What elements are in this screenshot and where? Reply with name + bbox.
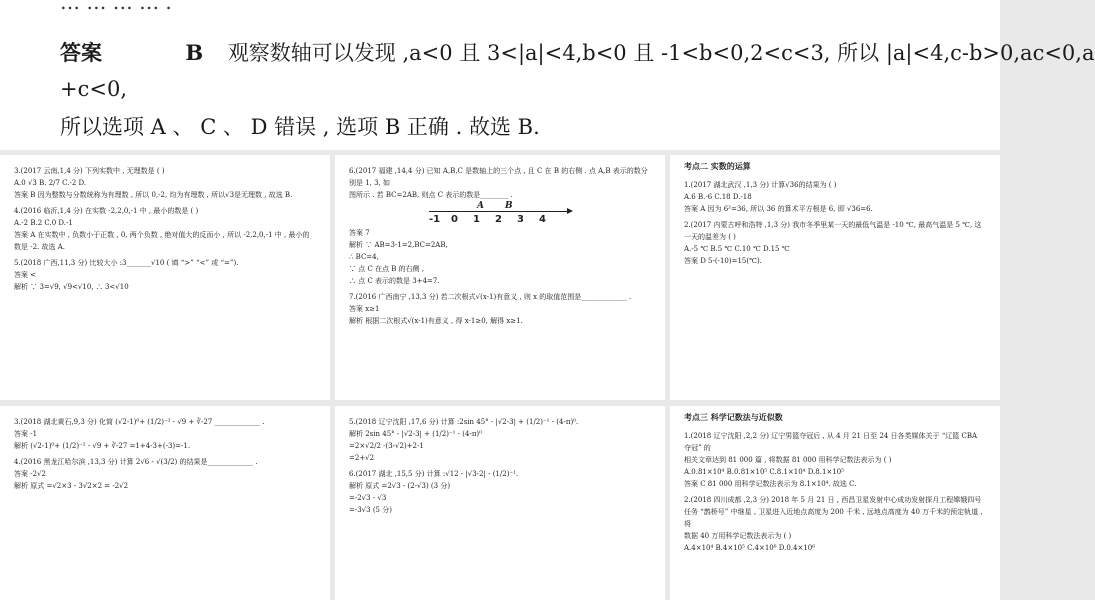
number-line-point: A — [477, 201, 484, 211]
text-line: 答案 7 — [349, 229, 370, 237]
text-line: 解析 根据二次根式√(x-1)有意义 , 得 x-1≥0, 解得 x≥1. — [349, 317, 523, 325]
explanation-conclusion: 所以选项 A 、 C 、 D 错误 , 选项 B 正确 . 故选 B. — [60, 115, 540, 139]
text-line: =-3√3 (5 分) — [349, 506, 392, 514]
page-thumbnail-6[interactable] — [670, 406, 1000, 600]
number-line-tick: 1 — [473, 214, 480, 225]
text-line: 考点二 实数的运算 — [684, 162, 751, 171]
page-thumbnail-1[interactable] — [0, 155, 330, 400]
text-line: 5.(2018 辽宁沈阳 ,17,6 分) 计算 :2sin 45° - |√2-3| + (1/2)⁻¹ - (4-π)⁰. — [349, 418, 579, 426]
arrow-right-icon — [567, 208, 573, 214]
number-line-tick: 4 — [539, 214, 546, 225]
answer-option: B — [185, 40, 204, 65]
text-line: 数据 40 万用科学记数法表示为 ( ) — [684, 532, 792, 540]
answer-label: 答案 — [60, 41, 102, 65]
explanation-text: 观察数轴可以发现 ,a<0 且 3<|a|<4,b<0 且 -1<b<0,2<c<3, 所以 |a|<4,c-b>0,ac<0,a — [227, 41, 1095, 65]
cut-off-line: … … … … . — [60, 0, 172, 14]
text-line: 解析 ∵ 3=√9, √9<√10, ∴ 3<√10 — [14, 283, 129, 291]
text-line: 2.(2018 四川成都 ,2,3 分) 2018 年 5 月 21 日 , 西昌卫星发射中心成功发射探月工程嫦娥四号任务 “鹊桥号” 中继星 , 卫星进入近地点高度为 200 千米 , 远地点高度为 40 万千米的预定轨道 , 将 — [684, 496, 983, 528]
text-line: =2×√2/2 -(3-√2)+2-1 — [349, 442, 424, 450]
text-line: 6.(2017 福建 ,14,4 分) 已知 A,B,C 是数轴上的三个点 , 且 C 在 B 的右侧 . 点 A,B 表示的数分别是 1, 3, 如 — [349, 167, 648, 187]
answer-line — [60, 38, 1095, 68]
text-line: 答案 D 5-(-10)=15(℃). — [684, 257, 762, 265]
text-line: 答案 A 因为 6²=36, 所以 36 的算术平方根是 6, 即 √36=6. — [684, 205, 873, 213]
page-thumbnail-3[interactable] — [670, 155, 1000, 400]
text-line: 5.(2018 广西,11,3 分) 比较大小 :3_______√10 ( 填 “>” “<” 或 “=”). — [14, 259, 239, 267]
text-line: ∵ 点 C 在点 B 的右侧 , — [349, 265, 425, 273]
text-line: 3.(2017 云南,1,4 分) 下列实数中 , 无理数是 ( ) — [14, 167, 165, 175]
page-thumbnail-2[interactable] — [335, 155, 665, 400]
text-line: 解析 (√2-1)⁰+ (1/2)⁻² - √9 + ∛-27 =1+4-3+(-3)=-1. — [14, 442, 191, 450]
text-line: 7.(2016 广西南宁 ,13,3 分) 若二次根式√(x-1)有意义 , 则 x 的取值范围是_____________ . — [349, 293, 632, 301]
number-line-point: B — [505, 201, 513, 211]
text-line: 答案 -2√2 — [14, 470, 46, 478]
text-line: 答案 B 因为整数与分数统称为有理数 , 所以 0,-2, 均为有理数 , 所以√3是无理数 , 故选 B. — [14, 191, 293, 199]
text-line: 2.(2017 内蒙古呼和浩特 ,1,3 分) 我市冬季里某一天的最低气温是 -10 ℃, 最高气温是 5 ℃, 这一天的温差为 ( ) — [684, 221, 982, 241]
text-line: 答案 A 在实数中 , 负数小于正数 , 0, 两个负数 , 绝对值大的反而小 , 所以 -2,2,0,-1 中 , 最小的数是 -2. 故选 A. — [14, 231, 310, 251]
text-line: 解析 2sin 45° - |√2-3| + (1/2)⁻¹ - (4-π)⁰ — [349, 430, 482, 438]
text-line: ∴ BC=4, — [349, 253, 379, 261]
text-line: 1.(2017 湖北武汉 ,1,3 分) 计算√36的结果为 ( ) — [684, 181, 837, 189]
text-line: 4.(2016 黑龙江哈尔滨 ,13,3 分) 计算 2√6 - √(3/2) 的结果是_____________ . — [14, 458, 258, 466]
text-line: 4.(2016 临沂,1,4 分) 在实数 -2,2,0,-1 中 , 最小的数是 ( ) — [14, 207, 199, 215]
text-line: 答案 -1 — [14, 430, 38, 438]
text-line: 答案 C 81 000 用科学记数法表示为 8.1×10⁴. 故选 C. — [684, 480, 857, 488]
answer-section — [0, 0, 1095, 150]
number-line-tick: 0 — [451, 214, 458, 225]
number-line-tick: 3 — [517, 214, 524, 225]
text-line: =2+√2 — [349, 454, 375, 462]
explanation-continued: +c<0, — [60, 77, 127, 101]
text-line: 1.(2018 辽宁沈阳 ,2,2 分) 辽宁男篮夺冠后 , 从 4 月 21 日至 24 日各类媒体关于 “辽篮 CBA 夺冠” 的 — [684, 432, 978, 452]
text-line: 6.(2017 湖北 ,15,5 分) 计算 :√12 - |√3-2| - (1/2)⁻¹. — [349, 470, 519, 478]
text-line: A.4×10⁴ B.4×10⁵ C.4×10⁶ D.0.4×10⁶ — [684, 544, 816, 552]
text-line: ∴ 点 C 表示的数是 3+4=7. — [349, 277, 440, 285]
text-line: 解析 ∵ AB=3-1=2,BC=2AB, — [349, 241, 448, 249]
page-thumbnail-5[interactable] — [335, 406, 665, 600]
text-line: A.0 √3 B. 2/7 C.-2 D. — [14, 179, 87, 187]
text-line: A.-2 B.2 C.0 D.-1 — [14, 219, 73, 227]
text-line: 考点三 科学记数法与近似数 — [684, 413, 783, 422]
page-thumbnail-4[interactable] — [0, 406, 330, 600]
text-line: 解析 原式 =2√3 - (2-√3) (3 分) — [349, 482, 451, 490]
number-line — [429, 203, 579, 225]
text-line: 答案 < — [14, 271, 37, 279]
number-line-tick: -1 — [429, 214, 441, 225]
text-line: 解析 原式 =√2×3 - 3√2×2 = -2√2 — [14, 482, 129, 490]
text-line: A.0.81×10⁴ B.0.81×10⁵ C.8.1×10⁴ D.8.1×10⁵ — [684, 468, 844, 476]
number-line-tick: 2 — [495, 214, 502, 225]
text-line: 相关文章达到 81 000 篇 , 将数据 81 000 用科学记数法表示为 ( ) — [684, 456, 892, 464]
text-line: =-2√3 - √3 — [349, 494, 387, 502]
number-line-axis — [429, 211, 569, 212]
text-line: 3.(2018 湖北黄石,9,3 分) 化简 (√2-1)⁰+ (1/2)⁻² - √9 + ∛-27 _____________ . — [14, 418, 265, 426]
text-line: 答案 x≥1 — [349, 305, 380, 313]
text-line: A.6 B.-6 C.18 D.-18 — [684, 193, 752, 201]
text-line: 图所示 . 若 BC=2AB, 则点 C 表示的数是________ . — [349, 191, 513, 199]
text-line: A.-5 ℃ B.5 ℃ C.10 ℃ D.15 ℃ — [684, 245, 790, 253]
